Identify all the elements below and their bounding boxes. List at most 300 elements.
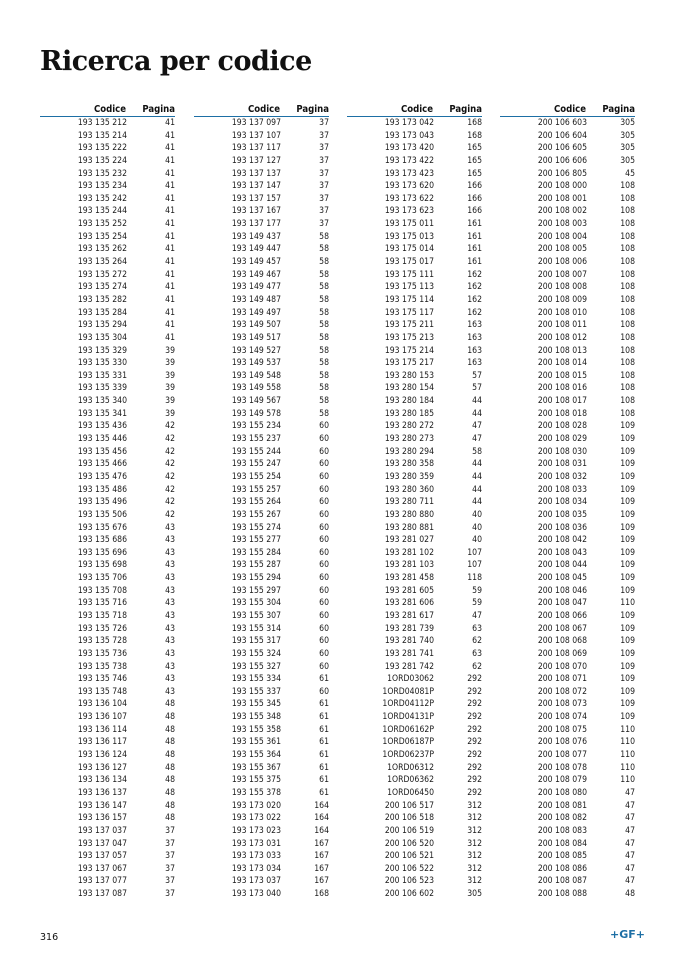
table-row [347, 218, 482, 231]
code-cell: 193 155 358 [231, 724, 281, 735]
table-row [194, 281, 329, 294]
table-row [194, 420, 329, 433]
code-cell: 1ORD04081P [382, 686, 434, 697]
page-cell: 61 [319, 699, 329, 710]
code-cell: 193 135 726 [77, 623, 127, 634]
table-row [194, 736, 329, 749]
code-cell: 193 155 267 [231, 509, 281, 520]
page-cell: 110 [620, 750, 635, 761]
page-cell: 60 [319, 484, 329, 495]
code-cell: 200 108 072 [537, 686, 587, 697]
page-cell: 59 [472, 598, 482, 609]
code-cell: 193 155 375 [231, 775, 281, 786]
code-cell: 193 155 237 [231, 434, 281, 445]
page-cell: 109 [620, 459, 635, 470]
page-cell: 110 [620, 598, 635, 609]
table-row [40, 484, 175, 497]
code-cell: 193 136 124 [77, 750, 127, 761]
table-row [194, 307, 329, 320]
table-row [347, 863, 482, 876]
code-cell: 193 136 114 [77, 724, 127, 735]
table-row [40, 559, 175, 572]
code-cell: 193 135 282 [77, 294, 127, 305]
code-cell: 193 280 153 [384, 370, 434, 381]
table-row [194, 888, 329, 901]
code-cell: 200 108 080 [537, 787, 587, 798]
table-row [347, 623, 482, 636]
code-list [347, 117, 482, 901]
table-row [347, 117, 482, 130]
page-cell: 48 [165, 737, 175, 748]
table-row [194, 547, 329, 560]
table-row [500, 408, 635, 421]
page-cell: 41 [165, 118, 175, 128]
code-cell: 193 136 147 [77, 800, 127, 811]
code-cell: 193 280 154 [384, 383, 434, 394]
table-row [194, 231, 329, 244]
table-row [500, 812, 635, 825]
page-cell: 37 [319, 130, 329, 141]
code-cell: 200 108 070 [537, 661, 587, 672]
page-cell: 45 [625, 168, 635, 179]
page-cell: 44 [472, 471, 482, 482]
code-cell: 193 155 345 [231, 699, 281, 710]
gf-logo: +GF+ [610, 928, 645, 941]
table-row [347, 231, 482, 244]
table-row [500, 307, 635, 320]
table-row [194, 686, 329, 699]
table-row [347, 888, 482, 901]
page-cell: 109 [620, 471, 635, 482]
code-cell: 193 149 477 [231, 282, 281, 293]
page-cell: 165 [467, 155, 482, 166]
code-cell: 200 108 086 [537, 863, 587, 874]
page-cell: 60 [319, 661, 329, 672]
table-row [347, 850, 482, 863]
table-row [40, 433, 175, 446]
code-cell: 193 135 746 [77, 674, 127, 685]
page-cell: 44 [472, 497, 482, 508]
page-cell: 162 [467, 269, 482, 280]
page-cell: 109 [620, 674, 635, 685]
page-cell: 292 [467, 699, 482, 710]
code-cell: 193 135 728 [77, 636, 127, 647]
page-cell: 61 [319, 775, 329, 786]
code-cell: 200 106 604 [537, 130, 587, 141]
table-row [194, 711, 329, 724]
page-cell: 60 [319, 434, 329, 445]
code-cell: 193 135 222 [77, 143, 127, 154]
table-row [194, 838, 329, 851]
code-cell: 193 281 605 [384, 585, 434, 596]
page-cell: 43 [165, 686, 175, 697]
page-cell: 312 [467, 825, 482, 836]
code-cell: 193 173 022 [231, 813, 281, 824]
code-cell: 200 108 066 [537, 610, 587, 621]
table-row [500, 332, 635, 345]
page-cell: 305 [620, 118, 635, 128]
table-row [347, 534, 482, 547]
code-list [194, 117, 329, 901]
code-cell: 193 175 013 [384, 231, 434, 242]
table-row [347, 635, 482, 648]
code-cell: 193 135 716 [77, 598, 127, 609]
page-cell: 47 [625, 813, 635, 824]
page-cell: 41 [165, 294, 175, 305]
page-cell: 41 [165, 168, 175, 179]
table-row [194, 875, 329, 888]
table-row [40, 408, 175, 421]
code-cell: 193 135 506 [77, 509, 127, 520]
table-row [194, 256, 329, 269]
table-row [347, 142, 482, 155]
table-row [40, 420, 175, 433]
page-cell: 37 [165, 825, 175, 836]
table-row [500, 686, 635, 699]
code-cell: 193 135 234 [77, 181, 127, 192]
page-title: Ricerca per codice [40, 46, 312, 77]
table-row [500, 509, 635, 522]
table-row [40, 838, 175, 851]
code-cell: 200 106 606 [537, 155, 587, 166]
table-row [194, 319, 329, 332]
code-cell: 200 108 042 [537, 535, 587, 546]
code-cell: 200 108 047 [537, 598, 587, 609]
table-row [500, 142, 635, 155]
page-cell: 161 [467, 219, 482, 230]
table-row [500, 319, 635, 332]
code-cell: 193 137 147 [231, 181, 281, 192]
code-cell: 193 155 294 [231, 573, 281, 584]
page-cell: 305 [467, 889, 482, 900]
table-row [347, 307, 482, 320]
page-cell: 109 [620, 434, 635, 445]
code-cell: 193 135 456 [77, 446, 127, 457]
table-row [500, 774, 635, 787]
page-cell: 108 [620, 370, 635, 381]
table-row [194, 774, 329, 787]
table-row [194, 332, 329, 345]
table-row [40, 307, 175, 320]
table-row [194, 800, 329, 813]
page-cell: 108 [620, 294, 635, 305]
code-cell: 193 135 294 [77, 320, 127, 331]
code-cell: 193 135 706 [77, 573, 127, 584]
page-cell: 39 [165, 383, 175, 394]
page-cell: 168 [467, 130, 482, 141]
code-cell: 193 135 330 [77, 358, 127, 369]
code-cell: 200 108 082 [537, 813, 587, 824]
code-cell: 193 155 234 [231, 421, 281, 432]
table-row [40, 117, 175, 130]
table-row [500, 471, 635, 484]
page-cell: 292 [467, 737, 482, 748]
code-cell: 200 108 008 [537, 282, 587, 293]
table-row [194, 724, 329, 737]
page-cell: 109 [620, 585, 635, 596]
page-cell: 59 [472, 585, 482, 596]
page-cell: 41 [165, 155, 175, 166]
table-row [40, 585, 175, 598]
code-cell: 200 108 079 [537, 775, 587, 786]
table-row [40, 686, 175, 699]
page-cell: 166 [467, 193, 482, 204]
code-cell: 200 108 045 [537, 573, 587, 584]
code-cell: 193 155 348 [231, 712, 281, 723]
page-cell: 312 [467, 851, 482, 862]
page-cell: 39 [165, 345, 175, 356]
code-cell: 193 149 487 [231, 294, 281, 305]
code-cell: 193 173 040 [231, 889, 281, 900]
code-cell: 193 135 340 [77, 396, 127, 407]
page-cell: 41 [165, 143, 175, 154]
page-cell: 58 [319, 358, 329, 369]
code-cell: 200 108 035 [537, 509, 587, 520]
page-cell: 166 [467, 181, 482, 192]
page-cell: 292 [467, 787, 482, 798]
table-row [500, 724, 635, 737]
table-row [500, 281, 635, 294]
code-cell: 193 173 033 [231, 851, 281, 862]
code-cell: 193 281 606 [384, 598, 434, 609]
page-cell: 108 [620, 206, 635, 217]
table-row [194, 117, 329, 130]
page-cell: 47 [472, 610, 482, 621]
code-cell: 1ORD06312 [387, 762, 434, 773]
table-row [194, 623, 329, 636]
table-row [500, 205, 635, 218]
page-cell: 58 [319, 244, 329, 255]
table-row [500, 231, 635, 244]
table-row [500, 117, 635, 130]
code-cell: 200 108 036 [537, 522, 587, 533]
table-row [194, 534, 329, 547]
code-cell: 200 108 013 [537, 345, 587, 356]
index-column-3 [347, 99, 482, 901]
table-row [500, 825, 635, 838]
table-row [40, 496, 175, 509]
code-cell: 200 106 521 [384, 851, 434, 862]
page-cell: 42 [165, 484, 175, 495]
table-row [347, 711, 482, 724]
table-row [194, 269, 329, 282]
page-cell: 43 [165, 585, 175, 596]
table-row [347, 800, 482, 813]
header-code: Codice [400, 104, 433, 115]
page-cell: 48 [165, 787, 175, 798]
code-cell: 193 281 458 [384, 573, 434, 584]
table-row [194, 484, 329, 497]
table-row [194, 559, 329, 572]
page-cell: 43 [165, 636, 175, 647]
table-row [500, 635, 635, 648]
code-cell: 200 108 032 [537, 471, 587, 482]
code-cell: 193 136 157 [77, 813, 127, 824]
code-cell: 193 135 262 [77, 244, 127, 255]
code-cell: 193 136 107 [77, 712, 127, 723]
code-cell: 200 108 085 [537, 851, 587, 862]
page-cell: 292 [467, 674, 482, 685]
code-cell: 193 149 457 [231, 257, 281, 268]
code-cell: 193 280 359 [384, 471, 434, 482]
code-cell: 193 135 304 [77, 332, 127, 343]
code-cell: 193 137 127 [231, 155, 281, 166]
code-cell: 193 135 329 [77, 345, 127, 356]
code-cell: 193 155 244 [231, 446, 281, 457]
code-cell: 193 135 224 [77, 155, 127, 166]
page-cell: 61 [319, 674, 329, 685]
code-cell: 193 149 437 [231, 231, 281, 242]
page-cell: 41 [165, 181, 175, 192]
code-cell: 200 108 007 [537, 269, 587, 280]
page-cell: 44 [472, 408, 482, 419]
page-cell: 37 [165, 863, 175, 874]
code-cell: 193 280 880 [384, 509, 434, 520]
page-cell: 60 [319, 585, 329, 596]
code-cell: 193 280 360 [384, 484, 434, 495]
page-cell: 60 [319, 598, 329, 609]
table-row [500, 193, 635, 206]
table-row [347, 243, 482, 256]
page-cell: 58 [319, 332, 329, 343]
page-cell: 44 [472, 459, 482, 470]
table-row [500, 130, 635, 143]
page-cell: 41 [165, 219, 175, 230]
code-cell: 200 106 602 [384, 889, 434, 900]
page-cell: 58 [319, 294, 329, 305]
code-cell: 193 136 117 [77, 737, 127, 748]
table-row [194, 522, 329, 535]
page-cell: 60 [319, 535, 329, 546]
page-cell: 37 [319, 219, 329, 230]
page-cell: 62 [472, 636, 482, 647]
table-row [40, 698, 175, 711]
code-cell: 193 281 742 [384, 661, 434, 672]
page-cell: 48 [625, 889, 635, 900]
header-page: Pagina [296, 104, 329, 115]
page-cell: 60 [319, 509, 329, 520]
page-cell: 109 [620, 712, 635, 723]
page-cell: 58 [319, 307, 329, 318]
page-cell: 41 [165, 206, 175, 217]
table-row [500, 749, 635, 762]
page-cell: 47 [625, 825, 635, 836]
code-cell: 200 108 081 [537, 800, 587, 811]
page-cell: 43 [165, 573, 175, 584]
page-cell: 58 [319, 282, 329, 293]
page-cell: 41 [165, 257, 175, 268]
page-cell: 63 [472, 623, 482, 634]
table-row [500, 648, 635, 661]
code-cell: 200 108 076 [537, 737, 587, 748]
table-row [347, 205, 482, 218]
code-cell: 193 155 324 [231, 648, 281, 659]
code-cell: 193 137 167 [231, 206, 281, 217]
code-cell: 200 108 034 [537, 497, 587, 508]
code-cell: 193 280 184 [384, 396, 434, 407]
code-list [40, 117, 175, 901]
page-cell: 41 [165, 130, 175, 141]
code-cell: 193 173 023 [231, 825, 281, 836]
code-cell: 193 149 578 [231, 408, 281, 419]
code-cell: 193 155 277 [231, 535, 281, 546]
table-row [194, 408, 329, 421]
table-row [500, 168, 635, 181]
table-row [500, 420, 635, 433]
page-cell: 108 [620, 257, 635, 268]
table-row [347, 648, 482, 661]
code-cell: 200 106 519 [384, 825, 434, 836]
column-header [347, 99, 482, 117]
code-cell: 200 108 001 [537, 193, 587, 204]
column-header [40, 99, 175, 117]
page-cell: 37 [319, 118, 329, 128]
code-cell: 200 108 030 [537, 446, 587, 457]
table-row [40, 180, 175, 193]
table-row [347, 597, 482, 610]
page-cell: 108 [620, 231, 635, 242]
code-cell: 200 106 522 [384, 863, 434, 874]
table-row [40, 572, 175, 585]
code-cell: 193 155 254 [231, 471, 281, 482]
page-cell: 58 [319, 257, 329, 268]
code-cell: 200 108 033 [537, 484, 587, 495]
code-cell: 193 137 037 [77, 825, 127, 836]
code-cell: 193 280 711 [384, 497, 434, 508]
table-row [40, 863, 175, 876]
code-cell: 193 137 047 [77, 838, 127, 849]
page-cell: 42 [165, 509, 175, 520]
table-row [347, 686, 482, 699]
code-cell: 200 108 006 [537, 257, 587, 268]
page-cell: 47 [625, 851, 635, 862]
table-row [194, 471, 329, 484]
table-row [500, 269, 635, 282]
page-cell: 109 [620, 573, 635, 584]
table-row [40, 812, 175, 825]
page-cell: 61 [319, 737, 329, 748]
page-cell: 61 [319, 750, 329, 761]
table-row [347, 155, 482, 168]
code-cell: 193 135 698 [77, 560, 127, 571]
page-cell: 108 [620, 345, 635, 356]
table-row [500, 888, 635, 901]
code-cell: 193 173 422 [384, 155, 434, 166]
page-cell: 167 [314, 876, 329, 887]
code-cell: 193 281 617 [384, 610, 434, 621]
page-cell: 39 [165, 408, 175, 419]
table-row [194, 446, 329, 459]
code-cell: 193 281 740 [384, 636, 434, 647]
table-row [194, 155, 329, 168]
table-row [500, 458, 635, 471]
table-row [194, 825, 329, 838]
page-cell: 109 [620, 648, 635, 659]
page-cell: 41 [165, 231, 175, 242]
code-cell: 200 108 087 [537, 876, 587, 887]
code-cell: 200 108 077 [537, 750, 587, 761]
page-cell: 62 [472, 661, 482, 672]
table-row [500, 496, 635, 509]
table-row [40, 800, 175, 813]
page-cell: 162 [467, 307, 482, 318]
table-row [40, 762, 175, 775]
code-cell: 193 149 447 [231, 244, 281, 255]
code-cell: 193 136 127 [77, 762, 127, 773]
page-cell: 110 [620, 724, 635, 735]
code-cell: 193 137 157 [231, 193, 281, 204]
page-cell: 108 [620, 219, 635, 230]
